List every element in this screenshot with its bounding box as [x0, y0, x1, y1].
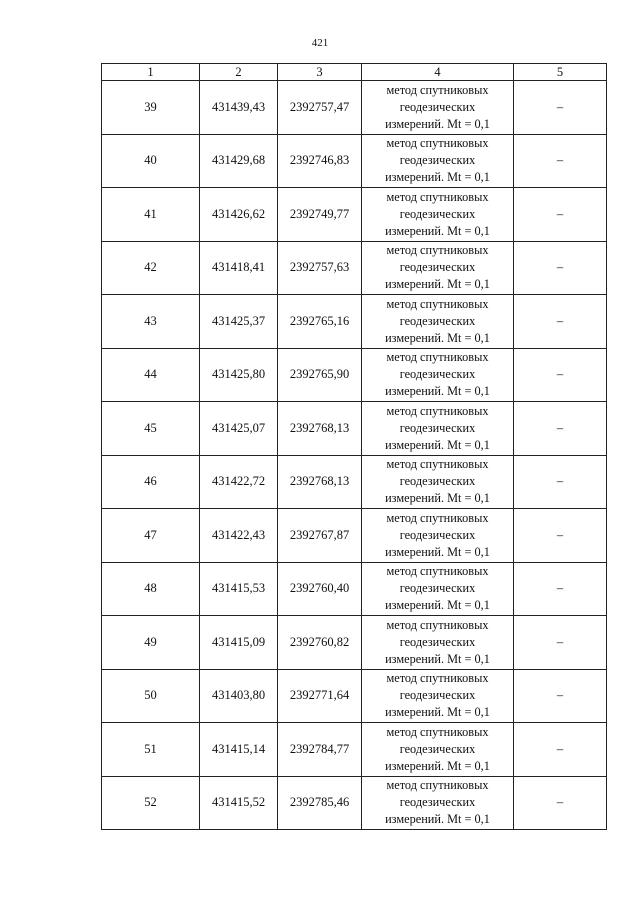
- method-line-3: измерений. Mt = 0,1: [385, 544, 490, 559]
- y-coordinate-cell: 2392749,77: [278, 188, 362, 242]
- table-row: [102, 455, 607, 509]
- method-line-2: геодезических: [399, 634, 476, 649]
- point-number-cell: 48: [102, 562, 200, 616]
- method-cell: [362, 402, 514, 456]
- point-number-cell: 45: [102, 402, 200, 456]
- table-row: [102, 509, 607, 563]
- y-coordinate-cell: 2392767,87: [278, 509, 362, 563]
- y-coordinate-cell: 2392784,77: [278, 723, 362, 777]
- y-coordinate-cell: 2392760,40: [278, 562, 362, 616]
- method-cell: [362, 776, 514, 830]
- y-coordinate-cell: 2392760,82: [278, 616, 362, 670]
- method-cell: [362, 509, 514, 563]
- method-cell: [362, 81, 514, 135]
- x-coordinate-cell: 431425,80: [200, 348, 278, 402]
- method-line-3: измерений. Mt = 0,1: [385, 277, 490, 292]
- x-coordinate-cell: 431403,80: [200, 669, 278, 723]
- coordinates-table: [101, 63, 607, 830]
- table-row: [102, 188, 607, 242]
- point-number-cell: 52: [102, 776, 200, 830]
- method-line-1: метод спутниковых: [386, 350, 489, 365]
- point-number-cell: 44: [102, 348, 200, 402]
- method-line-2: геодезических: [399, 153, 476, 168]
- header-col-4: 4: [362, 64, 514, 81]
- table-header-row: [102, 64, 607, 81]
- method-line-3: измерений. Mt = 0,1: [385, 491, 490, 506]
- method-line-1: метод спутниковых: [386, 136, 489, 151]
- method-line-1: метод спутниковых: [386, 243, 489, 258]
- method-line-2: геодезических: [399, 99, 476, 114]
- method-line-3: измерений. Mt = 0,1: [385, 651, 490, 666]
- header-col-1: 1: [102, 64, 200, 81]
- method-line-1: метод спутниковых: [386, 564, 489, 579]
- method-line-1: метод спутниковых: [386, 510, 489, 525]
- col5-cell: –: [514, 295, 607, 349]
- method-line-2: геодезических: [399, 581, 476, 596]
- method-line-3: измерений. Mt = 0,1: [385, 758, 490, 773]
- point-number-cell: 50: [102, 669, 200, 723]
- col5-cell: –: [514, 669, 607, 723]
- col5-cell: –: [514, 241, 607, 295]
- method-line-2: геодезических: [399, 741, 476, 756]
- table-row: [102, 562, 607, 616]
- table-row: [102, 348, 607, 402]
- col5-cell: –: [514, 402, 607, 456]
- col5-cell: –: [514, 616, 607, 670]
- method-cell: [362, 134, 514, 188]
- method-line-3: измерений. Mt = 0,1: [385, 116, 490, 131]
- method-cell: [362, 188, 514, 242]
- method-line-2: геодезических: [399, 313, 476, 328]
- header-col-3: 3: [278, 64, 362, 81]
- method-line-1: метод спутниковых: [386, 82, 489, 97]
- y-coordinate-cell: 2392771,64: [278, 669, 362, 723]
- x-coordinate-cell: 431418,41: [200, 241, 278, 295]
- point-number-cell: 49: [102, 616, 200, 670]
- method-line-1: метод спутниковых: [386, 617, 489, 632]
- method-line-3: измерений. Mt = 0,1: [385, 384, 490, 399]
- method-line-3: измерений. Mt = 0,1: [385, 598, 490, 613]
- method-line-1: метод спутниковых: [386, 778, 489, 793]
- col5-cell: –: [514, 455, 607, 509]
- y-coordinate-cell: 2392765,16: [278, 295, 362, 349]
- method-line-1: метод спутниковых: [386, 403, 489, 418]
- method-line-2: геодезических: [399, 527, 476, 542]
- method-line-3: измерений. Mt = 0,1: [385, 812, 490, 827]
- method-line-2: геодезических: [399, 206, 476, 221]
- col5-cell: –: [514, 348, 607, 402]
- table-row: [102, 134, 607, 188]
- method-cell: [362, 616, 514, 670]
- point-number-cell: 40: [102, 134, 200, 188]
- col5-cell: –: [514, 776, 607, 830]
- method-line-2: геодезических: [399, 260, 476, 275]
- method-line-1: метод спутниковых: [386, 296, 489, 311]
- x-coordinate-cell: 431426,62: [200, 188, 278, 242]
- x-coordinate-cell: 431415,14: [200, 723, 278, 777]
- x-coordinate-cell: 431429,68: [200, 134, 278, 188]
- method-line-2: геодезических: [399, 420, 476, 435]
- table-row: [102, 295, 607, 349]
- method-line-3: измерений. Mt = 0,1: [385, 705, 490, 720]
- x-coordinate-cell: 431439,43: [200, 81, 278, 135]
- point-number-cell: 47: [102, 509, 200, 563]
- col5-cell: –: [514, 723, 607, 777]
- col5-cell: –: [514, 134, 607, 188]
- x-coordinate-cell: 431425,07: [200, 402, 278, 456]
- col5-cell: –: [514, 509, 607, 563]
- method-line-2: геодезических: [399, 367, 476, 382]
- col5-cell: –: [514, 562, 607, 616]
- y-coordinate-cell: 2392746,83: [278, 134, 362, 188]
- method-line-1: метод спутниковых: [386, 724, 489, 739]
- table-row: [102, 616, 607, 670]
- method-cell: [362, 295, 514, 349]
- table-row: [102, 402, 607, 456]
- y-coordinate-cell: 2392768,13: [278, 402, 362, 456]
- method-cell: [362, 241, 514, 295]
- method-line-2: геодезических: [399, 688, 476, 703]
- col5-cell: –: [514, 81, 607, 135]
- y-coordinate-cell: 2392785,46: [278, 776, 362, 830]
- x-coordinate-cell: 431415,09: [200, 616, 278, 670]
- method-cell: [362, 455, 514, 509]
- x-coordinate-cell: 431415,52: [200, 776, 278, 830]
- table-row: [102, 723, 607, 777]
- table-body: [102, 81, 607, 830]
- point-number-cell: 43: [102, 295, 200, 349]
- method-line-3: измерений. Mt = 0,1: [385, 330, 490, 345]
- y-coordinate-cell: 2392768,13: [278, 455, 362, 509]
- point-number-cell: 42: [102, 241, 200, 295]
- y-coordinate-cell: 2392765,90: [278, 348, 362, 402]
- header-col-5: 5: [514, 64, 607, 81]
- method-line-1: метод спутниковых: [386, 457, 489, 472]
- x-coordinate-cell: 431422,43: [200, 509, 278, 563]
- y-coordinate-cell: 2392757,47: [278, 81, 362, 135]
- method-line-1: метод спутниковых: [386, 671, 489, 686]
- method-cell: [362, 669, 514, 723]
- table-row: [102, 241, 607, 295]
- x-coordinate-cell: 431425,37: [200, 295, 278, 349]
- method-cell: [362, 348, 514, 402]
- x-coordinate-cell: 431422,72: [200, 455, 278, 509]
- point-number-cell: 51: [102, 723, 200, 777]
- method-line-2: геодезических: [399, 795, 476, 810]
- point-number-cell: 41: [102, 188, 200, 242]
- method-line-3: измерений. Mt = 0,1: [385, 170, 490, 185]
- table-row: [102, 776, 607, 830]
- x-coordinate-cell: 431415,53: [200, 562, 278, 616]
- page-number: 421: [311, 37, 329, 49]
- method-cell: [362, 723, 514, 777]
- y-coordinate-cell: 2392757,63: [278, 241, 362, 295]
- table-row: [102, 81, 607, 135]
- point-number-cell: 46: [102, 455, 200, 509]
- col5-cell: –: [514, 188, 607, 242]
- method-line-3: измерений. Mt = 0,1: [385, 437, 490, 452]
- method-line-1: метод спутниковых: [386, 189, 489, 204]
- method-line-3: измерений. Mt = 0,1: [385, 223, 490, 238]
- table-row: [102, 669, 607, 723]
- method-cell: [362, 562, 514, 616]
- method-line-2: геодезических: [399, 474, 476, 489]
- header-col-2: 2: [200, 64, 278, 81]
- point-number-cell: 39: [102, 81, 200, 135]
